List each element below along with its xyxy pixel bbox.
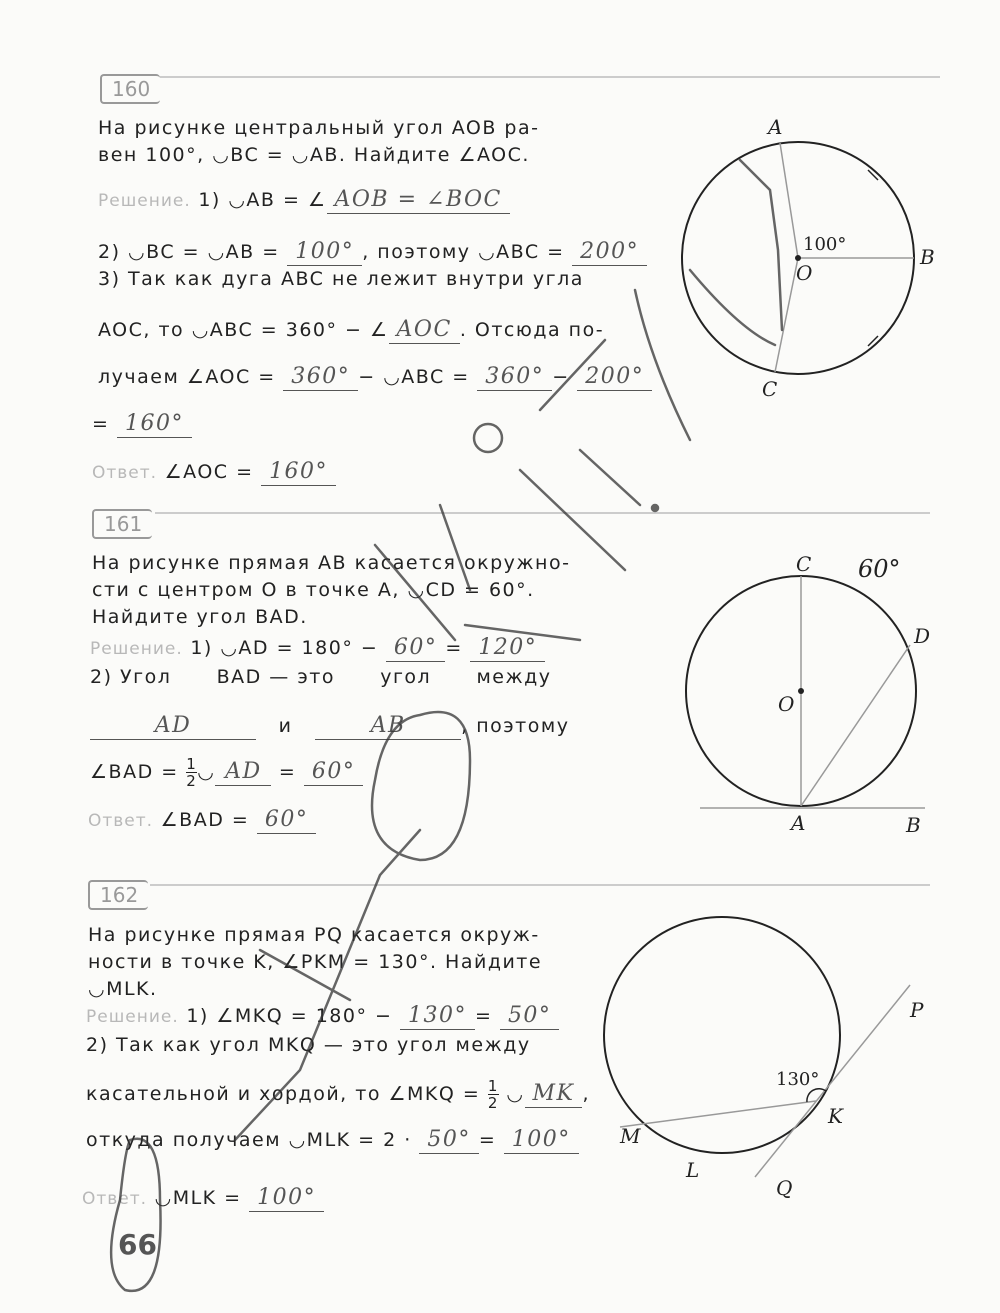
- solution-label: Решение.: [90, 639, 183, 659]
- handwritten-answer: AD: [215, 758, 271, 786]
- task-162-solution-line1: [86, 1002, 559, 1031]
- chord-MK: [620, 1101, 816, 1127]
- task-161-solution-line1: [90, 634, 545, 663]
- handwritten-answer: 160°: [261, 458, 336, 486]
- task-number-162: 162: [88, 880, 148, 910]
- text: =: [474, 1005, 493, 1027]
- text: =: [92, 413, 110, 435]
- label-A: A: [768, 115, 783, 139]
- angle-label: 130°: [776, 1069, 820, 1090]
- handwritten-answer: AD: [90, 712, 256, 740]
- task-161-answer: [88, 806, 316, 835]
- text: ◡MLK =: [154, 1187, 242, 1209]
- label-M: M: [620, 1124, 641, 1148]
- task-160-statement-line1: На рисунке центральный угол AOB ра-: [98, 117, 540, 139]
- text: =: [478, 1129, 497, 1151]
- label-D: D: [914, 624, 931, 648]
- task-160-statement-line2: вен 100°, ◡BC = ◡AB. Найдите ∠AOC.: [98, 144, 530, 166]
- task-161-statement-line1: На рисунке прямая AB касается окружно-: [92, 552, 571, 574]
- text: и: [278, 715, 293, 737]
- text: ∠BAD =: [160, 809, 250, 831]
- task-160-solution-line6: [92, 410, 192, 438]
- text: 1) ◡AD = 180° −: [190, 637, 379, 659]
- task-160-solution-line3: 3) Так как дуга ABC не лежит внутри угла: [98, 268, 584, 290]
- handwritten-answer: 60°: [257, 806, 317, 834]
- denominator: 2: [487, 1094, 499, 1112]
- label-B: B: [920, 245, 935, 269]
- label-C: C: [762, 377, 778, 401]
- text: =: [445, 637, 463, 659]
- angle-label: 100°: [803, 234, 847, 255]
- text: лучаем ∠AOC =: [98, 366, 276, 388]
- text: =: [278, 761, 297, 783]
- task-161-solution-line3: [90, 712, 569, 740]
- handwritten-answer: 100°: [287, 238, 362, 266]
- radius-OA: [780, 143, 798, 258]
- label-K: K: [828, 1104, 843, 1128]
- task-number-161: 161: [92, 509, 152, 539]
- handwritten-answer: 360°: [477, 363, 552, 391]
- text: ,: [582, 1083, 591, 1105]
- task-160-figure: [640, 100, 960, 410]
- task-162-statement-line1: На рисунке прямая PQ касается окруж-: [88, 924, 540, 946]
- handwritten-answer: AOB = ∠BOC: [327, 186, 510, 214]
- text: ∠AOC =: [164, 461, 254, 483]
- handwritten-answer: 160°: [117, 410, 192, 438]
- handwritten-answer: 50°: [500, 1002, 560, 1030]
- handwritten-answer: 50°: [419, 1126, 479, 1154]
- handwritten-answer: AOC: [389, 316, 460, 344]
- text: 1) ◡AB = ∠: [198, 189, 327, 211]
- task-162-statement-line2: ности в точке K, ∠PKM = 130°. Найдите: [88, 951, 543, 973]
- handwritten-answer: 360°: [283, 363, 358, 391]
- answer-label: Ответ.: [88, 811, 154, 831]
- handwritten-note: 60°: [858, 555, 901, 583]
- numerator: 1: [186, 755, 198, 773]
- handwritten-answer: 120°: [470, 634, 545, 662]
- task-162-solution-line4: [86, 1126, 579, 1154]
- text: ◡: [506, 1083, 525, 1105]
- label-C: C: [796, 552, 812, 576]
- task-160-solution-line5: [98, 363, 652, 391]
- chord-AD: [801, 645, 910, 806]
- handwritten-answer: 60°: [304, 758, 364, 786]
- solution-label: Решение.: [86, 1007, 179, 1027]
- task-161-solution-line2: 2) Угол BAD — это угол между: [90, 666, 552, 688]
- handwritten-answer: 100°: [504, 1126, 579, 1154]
- text: −: [552, 366, 570, 388]
- text: − ◡ABC =: [358, 366, 470, 388]
- handwritten-answer: 100°: [249, 1184, 324, 1212]
- page-number: 66: [118, 1228, 157, 1261]
- center-point: [798, 688, 804, 694]
- task-161-figure: [660, 545, 960, 845]
- task-162-figure: [590, 915, 950, 1215]
- task-162-statement-line3: ◡MLK.: [88, 978, 158, 1000]
- task-160-answer: [92, 458, 336, 487]
- text: . Отсюда по-: [459, 319, 605, 341]
- answer-label: Ответ.: [92, 463, 158, 483]
- text: 2) ◡BC = ◡AB =: [98, 241, 280, 263]
- task-162-solution-line2: 2) Так как угол MKQ — это угол между: [86, 1034, 531, 1056]
- text: , поэтому: [461, 715, 570, 737]
- text: , поэтому ◡ABC =: [362, 241, 565, 263]
- task-160-solution-line4: [98, 316, 604, 344]
- handwritten-answer: 200°: [572, 238, 647, 266]
- denominator: 2: [186, 772, 198, 790]
- text: ∠BAD =: [90, 761, 179, 783]
- handwritten-answer: MK: [525, 1080, 583, 1108]
- task-162-answer: [82, 1184, 324, 1213]
- fraction: [186, 756, 197, 789]
- label-Q: Q: [776, 1176, 793, 1200]
- section-rule: [155, 512, 930, 514]
- text: откуда получаем ◡MLK = 2 ·: [86, 1129, 412, 1151]
- section-rule: [150, 884, 930, 886]
- label-O: O: [778, 692, 795, 716]
- label-P: P: [910, 998, 924, 1022]
- label-A: A: [791, 811, 806, 835]
- task-161-statement-line3: Найдите угол BAD.: [92, 606, 308, 628]
- text: 1) ∠MKQ = 180° −: [186, 1005, 393, 1027]
- task-162-solution-line3: [86, 1078, 590, 1111]
- label-B: B: [906, 813, 921, 837]
- handwritten-answer: 130°: [400, 1002, 475, 1030]
- handwritten-answer: 200°: [577, 363, 652, 391]
- handwritten-answer: AB: [315, 712, 461, 740]
- task-number-160: 160: [100, 74, 160, 104]
- text: ◡: [197, 761, 216, 783]
- fraction: [488, 1078, 499, 1111]
- label-L: L: [686, 1158, 700, 1182]
- text: касательной и хордой, то ∠MKQ =: [86, 1083, 481, 1105]
- handwritten-answer: 60°: [386, 634, 446, 662]
- task-160-solution-line2: [98, 238, 647, 266]
- text: AOC, то ◡ABC = 360° − ∠: [98, 319, 389, 341]
- task-161-statement-line2: сти с центром O в точке A, ◡CD = 60°.: [92, 579, 535, 601]
- label-O: O: [796, 261, 813, 285]
- section-rule: [160, 76, 940, 78]
- answer-label: Ответ.: [82, 1189, 148, 1209]
- circle: [604, 917, 840, 1153]
- numerator: 1: [487, 1077, 499, 1095]
- radius-OC: [775, 258, 798, 372]
- task-161-solution-line4: [90, 756, 363, 789]
- task-160-solution-line1: [98, 186, 510, 215]
- solution-label: Решение.: [98, 191, 191, 211]
